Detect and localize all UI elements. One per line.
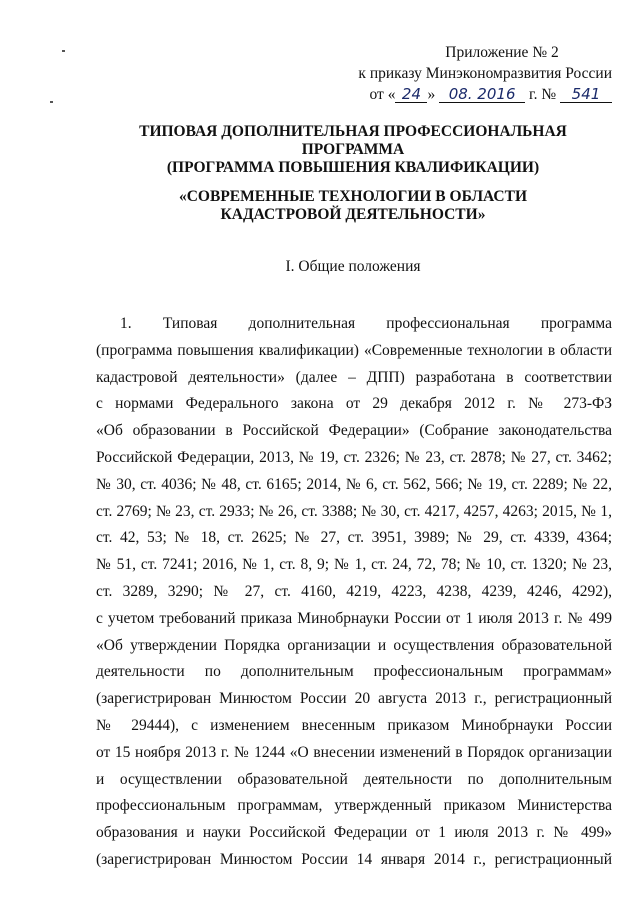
paragraph-line: 1. Типовая дополнительная профессиональная программа (120, 315, 612, 332)
scan-speck (62, 50, 65, 52)
annex-order-ref: к приказу Минэкономразвития России (358, 65, 612, 82)
paragraph-line: и осуществлении образовательной деятельности по дополнительным (96, 770, 612, 788)
paragraph-line: от 15 ноября 2013 г. № 1244 «О внесении изменений в Порядок организации (96, 743, 612, 761)
program-name-line-2: КАДАСТРОВОЙ ДЕЯТЕЛЬНОСТИ» (220, 206, 486, 223)
title-line-1: ТИПОВАЯ ДОПОЛНИТЕЛЬНАЯ ПРОФЕССИОНАЛЬНАЯ (139, 123, 567, 140)
paragraph-line: «Об утверждении Порядка организации и осуществления образовательной (96, 636, 612, 654)
program-name-line-1: «СОВРЕМЕННЫЕ ТЕХНОЛОГИИ В ОБЛАСТИ (178, 188, 528, 205)
paragraph-line: деятельности по дополнительным профессиональным программам» (96, 663, 612, 681)
paragraph-line: образования и науки Российской Федерации от 1 июля 2013 г. № 499» (96, 824, 612, 842)
paragraph-line: № 30, ст. 4036; № 48, ст. 6165; 2014, № 6, ст. 562, 566; № 19, ст. 2289; № 22, (96, 475, 612, 493)
paragraph-line: профессиональным программам, утвержденный приказом Министерства (96, 797, 612, 815)
paragraph-line: кадастровой деятельности» (далее – ДПП) разработана в соответствии (96, 368, 612, 386)
paragraph-line: с нормами Федерального закона от 29 декабря 2012 г. № 273-ФЗ (96, 395, 612, 413)
title-line-3: (ПРОГРАММА ПОВЫШЕНИЯ КВАЛИФИКАЦИИ) (166, 159, 540, 176)
program-name (88, 188, 618, 224)
annex-date-line (352, 84, 612, 105)
paragraph-line: (программа повышения квалификации) «Современные технологии в области (96, 341, 612, 359)
document-title (88, 123, 618, 177)
handwritten-day: 24 (395, 86, 427, 103)
title-line-2: ПРОГРАММА (301, 141, 405, 158)
annex-quote-close: » (427, 86, 436, 103)
paragraph-line: Российской Федерации, 2013, № 19, ст. 2326; № 23, ст. 2878; № 27, ст. 3462; (96, 448, 612, 466)
paragraph-line: ст. 42, 53; № 18, ст. 2625; № 27, ст. 3951, 3989; № 29, ст. 4339, 4364; (96, 529, 612, 547)
paragraph-line: № 51, ст. 7241; 2016, № 1, ст. 8, 9; № 1, ст. 24, 72, 78; № 10, ст. 1320; № 23, (96, 556, 612, 574)
annex-from-prefix: от « (369, 86, 396, 103)
paragraph-line: № 29444), с изменением внесенным приказом Минобрнауки России (96, 716, 612, 734)
paragraph-line: «Об образовании в Российской Федерации» (Собрание законодательства (96, 422, 612, 440)
scan-speck (50, 101, 53, 103)
handwritten-order-number: 541 (560, 86, 612, 103)
paragraph-line: ст. 2769; № 23, ст. 2933; № 26, ст. 3388; № 30, ст. 4217, 4257, 4263; 2015, № 1, (96, 502, 612, 520)
annex-header (352, 42, 612, 105)
annex-year-suffix: г. № (528, 86, 557, 103)
paragraph-line: (зарегистрирован Минюстом России 14 января 2014 г., регистрационный (96, 850, 612, 868)
paragraph-line: с учетом требований приказа Минобрнауки России от 1 июля 2013 г. № 499 (96, 609, 612, 627)
paragraph-line: (зарегистрирован Минюстом России 20 августа 2013 г., регистрационный (96, 690, 612, 708)
annex-number: Приложение № 2 (445, 44, 559, 61)
handwritten-month-year: 08. 2016 (439, 86, 525, 103)
section-heading: I. Общие положения (285, 258, 421, 275)
paragraph-line: ст. 3289, 3290; № 27, ст. 4160, 4219, 4223, 4238, 4239, 4246, 4292), (96, 582, 612, 600)
paragraph-1 (96, 311, 612, 874)
